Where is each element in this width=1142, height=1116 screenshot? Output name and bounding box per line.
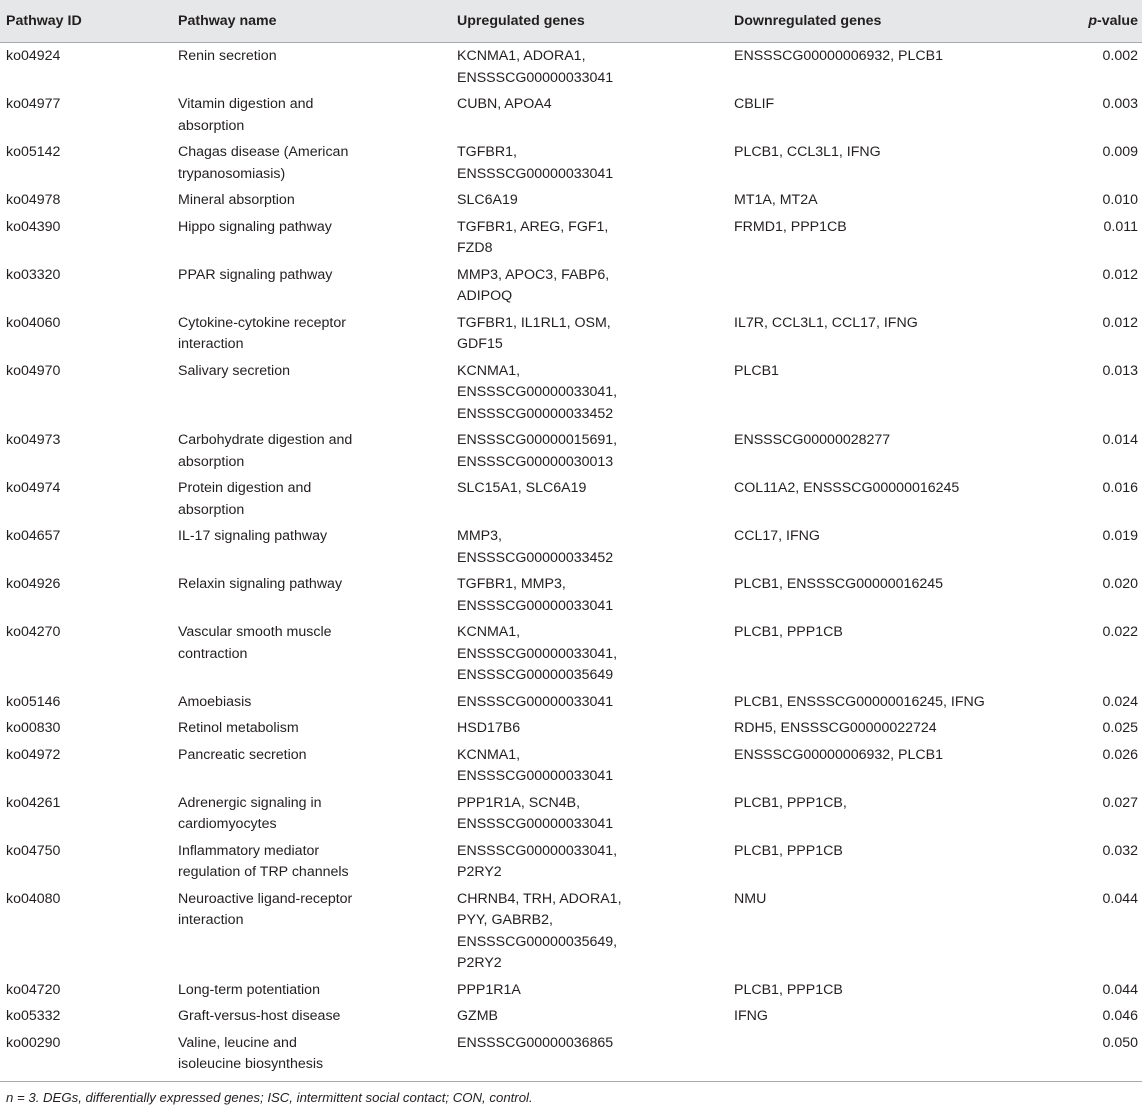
cell-downregulated-genes-line: PLCB1, PPP1CB,	[734, 794, 847, 811]
cell-upregulated-genes-line: ENSSSCG00000033041	[457, 165, 614, 182]
cell-p-value: 0.002	[1102, 48, 1138, 64]
cell-upregulated-genes	[451, 977, 728, 1004]
cell-downregulated-genes	[728, 43, 1052, 92]
cell-upregulated-genes-line: MMP3,	[457, 528, 502, 544]
cell-pathway-id: ko04978	[6, 192, 61, 208]
cell-upregulated-genes	[451, 214, 728, 262]
table-row	[0, 715, 1142, 742]
cell-upregulated-genes-line: PPP1R1A	[457, 981, 521, 998]
header-downregulated-genes: Downregulated genes	[728, 0, 1052, 43]
header-pathway-id: Pathway ID	[0, 0, 172, 43]
cell-p-value: 0.032	[1102, 842, 1138, 859]
cell-downregulated-genes	[728, 571, 1052, 619]
cell-pathway-name	[172, 886, 451, 977]
header-upregulated-genes: Upregulated genes	[451, 0, 728, 43]
cell-pathway-name-line: Pancreatic secretion	[178, 746, 307, 763]
cell-pathway-name	[172, 1030, 451, 1082]
cell-upregulated-genes-line: KCNMA1,	[457, 624, 521, 640]
cell-p-value: 0.012	[1102, 266, 1138, 283]
cell-downregulated-genes	[728, 838, 1052, 886]
cell-pathway-id: ko04080	[6, 890, 61, 907]
cell-pathway-id: ko04657	[6, 528, 61, 544]
cell-pathway-name	[172, 427, 451, 475]
cell-downregulated-genes-line: ENSSSCG00000006932, PLCB1	[734, 48, 944, 64]
cell-upregulated-genes-line: CHRNB4, TRH, ADORA1,	[457, 890, 622, 907]
cell-pathway-name-line: Protein digestion and	[178, 480, 312, 496]
cell-downregulated-genes	[728, 475, 1052, 523]
cell-upregulated-genes	[451, 427, 728, 475]
cell-pathway-name-line: PPAR signaling pathway	[178, 266, 333, 283]
cell-pathway-name	[172, 262, 451, 310]
cell-p-value: 0.013	[1102, 362, 1138, 379]
cell-upregulated-genes-line: ENSSSCG00000033041	[457, 69, 614, 86]
cell-downregulated-genes	[728, 790, 1052, 838]
cell-pathway-name	[172, 91, 451, 139]
cell-downregulated-genes-line: CCL17, IFNG	[734, 528, 820, 544]
cell-p-value: 0.026	[1102, 746, 1138, 763]
cell-p-value: 0.011	[1103, 218, 1138, 235]
cell-downregulated-genes-line: COL11A2, ENSSSCG00000016245	[734, 480, 960, 496]
cell-upregulated-genes	[451, 715, 728, 742]
cell-upregulated-genes	[451, 43, 728, 92]
cell-downregulated-genes	[728, 139, 1052, 187]
cell-pathway-name-line: Mineral absorption	[178, 192, 295, 208]
table-row	[0, 427, 1142, 475]
cell-upregulated-genes-line: ENSSSCG00000033041,	[457, 645, 618, 662]
cell-downregulated-genes	[728, 427, 1052, 475]
cell-downregulated-genes-line: ENSSSCG00000028277	[734, 432, 891, 448]
cell-p-value: 0.022	[1102, 624, 1138, 640]
cell-pathway-name-line: absorption	[178, 501, 245, 518]
cell-upregulated-genes-line: P2RY2	[457, 864, 502, 880]
cell-upregulated-genes-line: GDF15	[457, 336, 503, 352]
cell-downregulated-genes	[728, 1003, 1052, 1030]
cell-upregulated-genes	[451, 838, 728, 886]
cell-upregulated-genes-line: TGFBR1, IL1RL1, OSM,	[457, 314, 611, 331]
cell-upregulated-genes	[451, 139, 728, 187]
cell-pathway-name-line: trypanosomiasis)	[178, 165, 286, 182]
cell-pathway-name-line: Hippo signaling pathway	[178, 218, 332, 235]
cell-upregulated-genes-line: KCNMA1,	[457, 746, 521, 763]
cell-pathway-id: ko04750	[6, 842, 61, 859]
cell-pathway-name-line: Chagas disease (American	[178, 144, 349, 160]
cell-pathway-name-line: regulation of TRP channels	[178, 864, 349, 880]
table-body	[0, 43, 1142, 1082]
cell-upregulated-genes-line: SLC6A19	[457, 192, 518, 208]
cell-pathway-name-line: Adrenergic signaling in	[178, 794, 322, 811]
table-row	[0, 187, 1142, 214]
cell-pathway-id: ko03320	[6, 266, 61, 283]
cell-downregulated-genes	[728, 715, 1052, 742]
cell-pathway-name	[172, 187, 451, 214]
cell-pathway-name	[172, 214, 451, 262]
cell-upregulated-genes-line: GZMB	[457, 1008, 498, 1024]
cell-upregulated-genes	[451, 523, 728, 571]
table-row	[0, 43, 1142, 92]
cell-pathway-name	[172, 310, 451, 358]
cell-pathway-id: ko04973	[6, 432, 61, 448]
cell-pathway-name	[172, 139, 451, 187]
cell-p-value: 0.016	[1102, 480, 1138, 496]
cell-upregulated-genes	[451, 571, 728, 619]
cell-pathway-id: ko04720	[6, 981, 61, 998]
cell-pathway-id: ko00830	[6, 720, 61, 736]
cell-pathway-name-line: absorption	[178, 117, 245, 134]
cell-downregulated-genes	[728, 214, 1052, 262]
cell-pathway-name	[172, 689, 451, 716]
cell-downregulated-genes	[728, 262, 1052, 310]
cell-downregulated-genes	[728, 689, 1052, 716]
cell-upregulated-genes	[451, 1030, 728, 1082]
cell-downregulated-genes-line: NMU	[734, 890, 767, 907]
cell-downregulated-genes	[728, 619, 1052, 689]
cell-upregulated-genes-line: KCNMA1, ADORA1,	[457, 48, 586, 64]
cell-upregulated-genes-line: ENSSSCG00000033452	[457, 405, 614, 422]
cell-pathway-name-line: interaction	[178, 336, 244, 352]
cell-pathway-id: ko04974	[6, 480, 61, 496]
cell-pathway-name-line: Renin secretion	[178, 48, 277, 64]
cell-upregulated-genes-line: ENSSSCG00000033041	[457, 693, 614, 710]
cell-pathway-name-line: interaction	[178, 912, 244, 928]
cell-pathway-name	[172, 838, 451, 886]
cell-downregulated-genes	[728, 358, 1052, 428]
cell-upregulated-genes	[451, 790, 728, 838]
cell-pathway-name-line: Inflammatory mediator	[178, 842, 320, 859]
cell-pathway-name	[172, 790, 451, 838]
cell-upregulated-genes-line: ENSSSCG00000033041,	[457, 384, 618, 400]
cell-p-value: 0.003	[1102, 96, 1138, 112]
table-row	[0, 358, 1142, 428]
cell-upregulated-genes	[451, 358, 728, 428]
cell-downregulated-genes	[728, 886, 1052, 977]
cell-pathway-name-line: Vitamin digestion and	[178, 96, 314, 112]
table-row	[0, 838, 1142, 886]
cell-upregulated-genes-line: ENSSSCG00000033452	[457, 549, 614, 566]
cell-downregulated-genes-line: IL7R, CCL3L1, CCL17, IFNG	[734, 314, 918, 331]
cell-p-value: 0.046	[1102, 1008, 1138, 1024]
cell-upregulated-genes-line: TGFBR1,	[457, 144, 517, 160]
cell-upregulated-genes-line: SLC15A1, SLC6A19	[457, 480, 587, 496]
cell-upregulated-genes-line: ENSSSCG00000015691,	[457, 432, 618, 448]
cell-upregulated-genes-line: PYY, GABRB2,	[457, 912, 553, 928]
cell-upregulated-genes-line: ENSSSCG00000030013	[457, 453, 614, 470]
cell-pathway-id: ko04926	[6, 576, 61, 592]
table-row	[0, 262, 1142, 310]
cell-p-value: 0.010	[1102, 192, 1138, 208]
header-p-value	[1052, 0, 1142, 43]
cell-upregulated-genes-line: MMP3, APOC3, FABP6,	[457, 266, 610, 283]
cell-pathway-name-line: IL-17 signaling pathway	[178, 528, 328, 544]
table-row	[0, 689, 1142, 716]
cell-upregulated-genes	[451, 886, 728, 977]
cell-upregulated-genes	[451, 619, 728, 689]
cell-p-value: 0.020	[1102, 576, 1138, 592]
cell-p-value: 0.009	[1102, 144, 1138, 160]
cell-pathway-name-line: Salivary secretion	[178, 362, 290, 379]
table-row	[0, 571, 1142, 619]
cell-downregulated-genes	[728, 742, 1052, 790]
cell-downregulated-genes-line: PLCB1, ENSSSCG00000016245, IFNG	[734, 693, 985, 710]
cell-pathway-id: ko00290	[0, 1030, 172, 1082]
cell-upregulated-genes	[451, 742, 728, 790]
cell-pathway-id: ko05146	[6, 693, 61, 710]
cell-pathway-name-line: Relaxin signaling pathway	[178, 576, 343, 592]
table-row	[0, 977, 1142, 1004]
cell-upregulated-genes-line: TGFBR1, AREG, FGF1,	[457, 218, 609, 235]
cell-downregulated-genes-line: PLCB1, PPP1CB	[734, 624, 843, 640]
cell-pathway-id: ko05142	[6, 144, 61, 160]
table-row	[0, 1030, 1142, 1082]
cell-upregulated-genes-line: ENSSSCG00000035649	[457, 667, 614, 683]
cell-downregulated-genes	[728, 1030, 1052, 1082]
cell-upregulated-genes	[451, 310, 728, 358]
cell-upregulated-genes-line: CUBN, APOA4	[457, 96, 552, 112]
cell-pathway-id: ko04972	[6, 746, 61, 763]
cell-pathway-name-line: Graft-versus-host disease	[178, 1008, 341, 1024]
cell-downregulated-genes	[728, 310, 1052, 358]
table-row	[0, 91, 1142, 139]
cell-p-value: 0.024	[1102, 693, 1138, 710]
cell-downregulated-genes	[728, 91, 1052, 139]
cell-pathway-id: ko04924	[6, 48, 61, 64]
cell-pathway-name-line: Long-term potentiation	[178, 981, 320, 998]
cell-p-value: 0.012	[1102, 314, 1138, 331]
cell-pathway-id: ko04977	[6, 96, 61, 112]
cell-p-value: 0.019	[1102, 528, 1138, 544]
cell-upregulated-genes-line: PPP1R1A, SCN4B,	[457, 794, 581, 811]
cell-upregulated-genes-line: TGFBR1, MMP3,	[457, 576, 566, 592]
cell-pathway-name-line: absorption	[178, 453, 245, 470]
cell-pathway-name	[172, 715, 451, 742]
cell-downregulated-genes-line: MT1A, MT2A	[734, 192, 818, 208]
cell-downregulated-genes-line: CBLIF	[734, 96, 775, 112]
cell-downregulated-genes-line: PLCB1, PPP1CB	[734, 981, 843, 998]
cell-downregulated-genes-line: PLCB1, ENSSSCG00000016245	[734, 576, 944, 592]
cell-downregulated-genes-line: FRMD1, PPP1CB	[734, 218, 847, 235]
table-row	[0, 139, 1142, 187]
cell-upregulated-genes-line: FZD8	[457, 240, 493, 256]
cell-pathway-name	[172, 1003, 451, 1030]
footnote-text: n = 3. DEGs, differentially expressed genes; ISC, intermittent social contact; CON, control.	[6, 1089, 533, 1105]
cell-upregulated-genes	[451, 689, 728, 716]
table-header-row	[0, 0, 1142, 43]
cell-downregulated-genes-line: RDH5, ENSSSCG00000022724	[734, 720, 937, 736]
cell-p-value: 0.025	[1102, 720, 1138, 736]
cell-upregulated-genes	[451, 187, 728, 214]
header-p-suffix: -value	[1096, 13, 1138, 29]
cell-upregulated-genes-line: KCNMA1,	[457, 362, 521, 379]
cell-upregulated-genes-line: ENSSSCG00000035649,	[457, 933, 618, 950]
cell-pathway-name-line: cardiomyocytes	[178, 816, 277, 832]
table-row	[0, 214, 1142, 262]
cell-p-value: 0.044	[1102, 890, 1138, 907]
cell-upregulated-genes-line: ENSSSCG00000033041,	[457, 842, 618, 859]
table-row	[0, 1003, 1142, 1030]
cell-upregulated-genes	[451, 1003, 728, 1030]
table-row	[0, 886, 1142, 977]
cell-downregulated-genes	[728, 187, 1052, 214]
cell-upregulated-genes-line: HSD17B6	[457, 720, 521, 736]
cell-pathway-id: ko04270	[6, 624, 61, 640]
cell-downregulated-genes-line: PLCB1	[734, 362, 779, 379]
cell-pathway-name-line: Retinol metabolism	[178, 720, 299, 736]
cell-upregulated-genes-line: P2RY2	[457, 955, 502, 971]
cell-upregulated-genes-line: ADIPOQ	[457, 288, 513, 304]
cell-pathway-name	[172, 43, 451, 92]
table-row	[0, 790, 1142, 838]
cell-pathway-name	[172, 619, 451, 689]
cell-pathway-name	[172, 358, 451, 428]
header-p-italic: p	[1088, 13, 1097, 29]
cell-pathway-name	[172, 475, 451, 523]
cell-pathway-name-line: contraction	[178, 645, 248, 662]
cell-pathway-name-line: Carbohydrate digestion and	[178, 432, 353, 448]
cell-pathway-id: ko04261	[6, 794, 61, 811]
cell-pathway-name-line: isoleucine biosynthesis	[178, 1056, 324, 1072]
cell-upregulated-genes	[451, 475, 728, 523]
cell-downregulated-genes-line: PLCB1, CCL3L1, IFNG	[734, 144, 881, 160]
cell-pathway-name-line: Valine, leucine and	[178, 1034, 297, 1051]
cell-upregulated-genes-line: ENSSSCG00000033041	[457, 597, 614, 614]
cell-downregulated-genes-line: ENSSSCG00000006932, PLCB1	[734, 746, 944, 763]
cell-pathway-name-line: Vascular smooth muscle	[178, 624, 332, 640]
cell-upregulated-genes-line: ENSSSCG00000033041	[457, 816, 614, 832]
cell-pathway-name-line: Amoebiasis	[178, 693, 252, 710]
cell-p-value: 0.050	[1052, 1030, 1142, 1082]
header-pathway-name: Pathway name	[172, 0, 451, 43]
cell-p-value: 0.044	[1102, 981, 1138, 998]
cell-pathway-name	[172, 742, 451, 790]
cell-downregulated-genes-line: PLCB1, PPP1CB	[734, 842, 843, 859]
cell-pathway-id: ko04970	[6, 362, 61, 379]
cell-pathway-name	[172, 523, 451, 571]
cell-pathway-id: ko04390	[6, 218, 61, 235]
cell-downregulated-genes	[728, 977, 1052, 1004]
table-row	[0, 742, 1142, 790]
table-row	[0, 523, 1142, 571]
cell-p-value: 0.014	[1102, 432, 1138, 448]
cell-upregulated-genes-line: ENSSSCG00000036865	[457, 1034, 614, 1051]
cell-upregulated-genes	[451, 91, 728, 139]
cell-pathway-id: ko05332	[6, 1008, 61, 1024]
cell-downregulated-genes	[728, 523, 1052, 571]
cell-pathway-id: ko04060	[6, 314, 61, 331]
cell-pathway-name-line: Cytokine-cytokine receptor	[178, 314, 346, 331]
table-row	[0, 475, 1142, 523]
cell-upregulated-genes	[451, 262, 728, 310]
table-footnote	[0, 1082, 1142, 1105]
cell-pathway-name-line: Neuroactive ligand-receptor	[178, 890, 353, 907]
cell-pathway-name	[172, 977, 451, 1004]
cell-upregulated-genes-line: ENSSSCG00000033041	[457, 768, 614, 784]
table-row	[0, 619, 1142, 689]
cell-p-value: 0.027	[1102, 794, 1138, 811]
cell-pathway-name	[172, 571, 451, 619]
table-row	[0, 310, 1142, 358]
cell-downregulated-genes-line: IFNG	[734, 1008, 768, 1024]
